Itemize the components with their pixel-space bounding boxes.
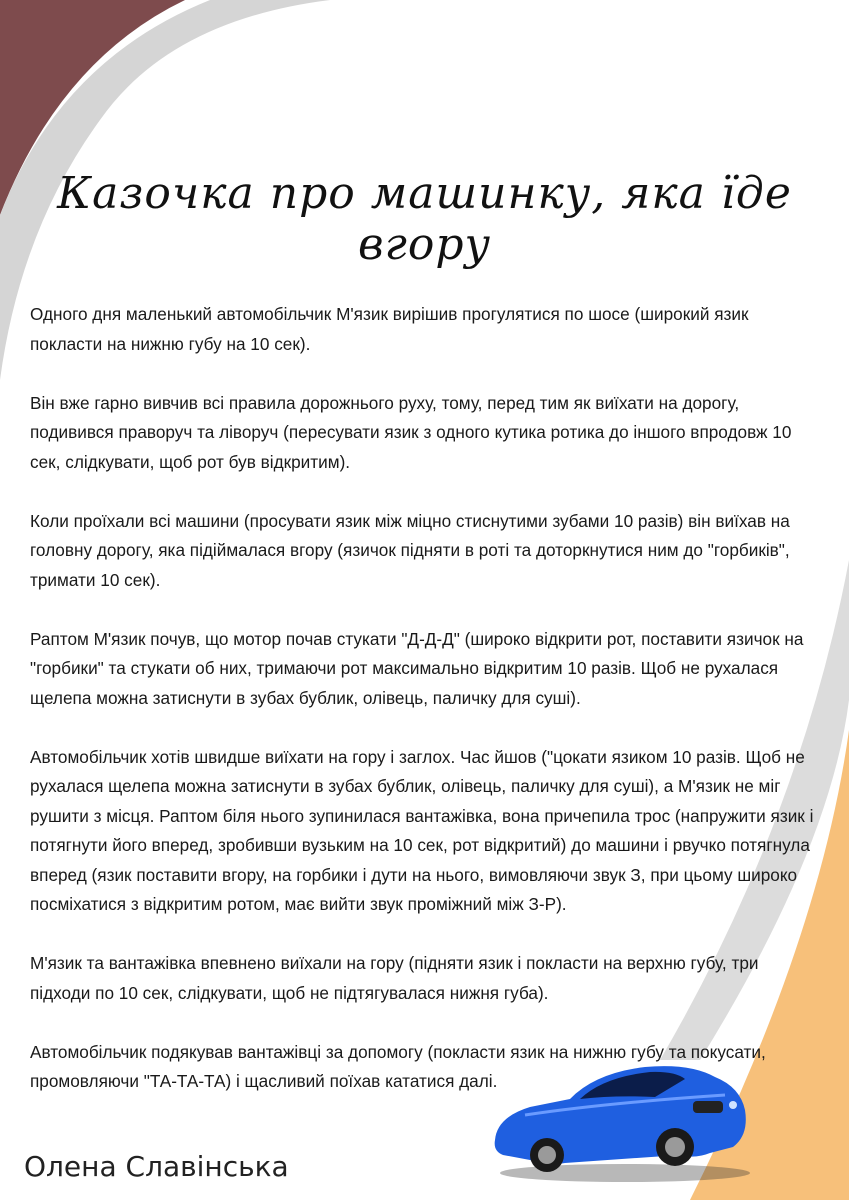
- story-text: [30, 300, 820, 1126]
- story-paragraph: Він вже гарно вивчив всі правила дорожнього руху, тому, перед тим як виїхати на дорогу, подивився праворуч та ліворуч (пересувати язик з одного кутика ротика до іншого впродовж 10 сек, слідкувати, щоб рот був відкритим).: [30, 392, 792, 472]
- car-grille: [693, 1101, 723, 1113]
- car-rear-rim: [538, 1146, 556, 1164]
- page-title: Казочка про машинку, яка їде вгору: [57, 168, 792, 270]
- story-paragraph: Автомобільчик хотів швидше виїхати на гору і заглох. Час йшов ("цокати язиком 10 разів. Щоб не рухалася щелепа можна затиснути в зубах бублик, олівець, паличку для суші), а М'язик не міг рушити з місця. Раптом біля нього зупинилася вантажівка, вона причепила трос (напружити язик і потягнути його вперед, зробивши вузьким на 10 сек, рот відкритий) до машини і рвучко потягнула вперед (язик поставити вгору, на горбики і дути на нього, вимовляючи звук З, при цьому широко посміхатися з відкритим ротом, має вийти звук проміжний між З-Р).: [30, 746, 814, 914]
- story-paragraph: М'язик та вантажівка впевнено виїхали на гору (підняти язик і покласти на верхню губу, три підходи по 10 сек, слідкувати, щоб не підтягувалася нижня губа).: [30, 953, 759, 1003]
- author-name: Олена Славінська: [24, 1150, 289, 1183]
- car-headlight: [729, 1101, 737, 1109]
- car-front-rim: [665, 1137, 685, 1157]
- story-paragraph: Автомобільчик подякував вантажівці за допомогу (покласти язик на нижню губу та покусати, промовляючи "ТА-ТА-ТА) і щасливий поїхав кататися далі.: [30, 1041, 766, 1091]
- blue-car-illustration: [485, 1055, 755, 1185]
- story-paragraph: Коли проїхали всі машини (просувати язик між міцно стиснутими зубами 10 разів) він виїхав на головну дорогу, яка підіймалася вгору (язичок підняти в роті та доторкнутися ним до "горбиків", тримати 10 сек).: [30, 510, 790, 590]
- story-paragraph: Раптом М'язик почув, що мотор почав стукати "Д-Д-Д" (широко відкрити рот, поставити язичок на "горбики" та стукати об них, тримаючи рот максимально відкритим 10 разів. Щоб не рухалася щелепа можна затиснути в зубах бублик, олівець, паличку для суші).: [30, 628, 804, 708]
- story-paragraph: Одного дня маленький автомобільчик М'язик вирішив прогулятися по шосе (широкий язик покласти на нижню губу на 10 сек).: [30, 304, 749, 354]
